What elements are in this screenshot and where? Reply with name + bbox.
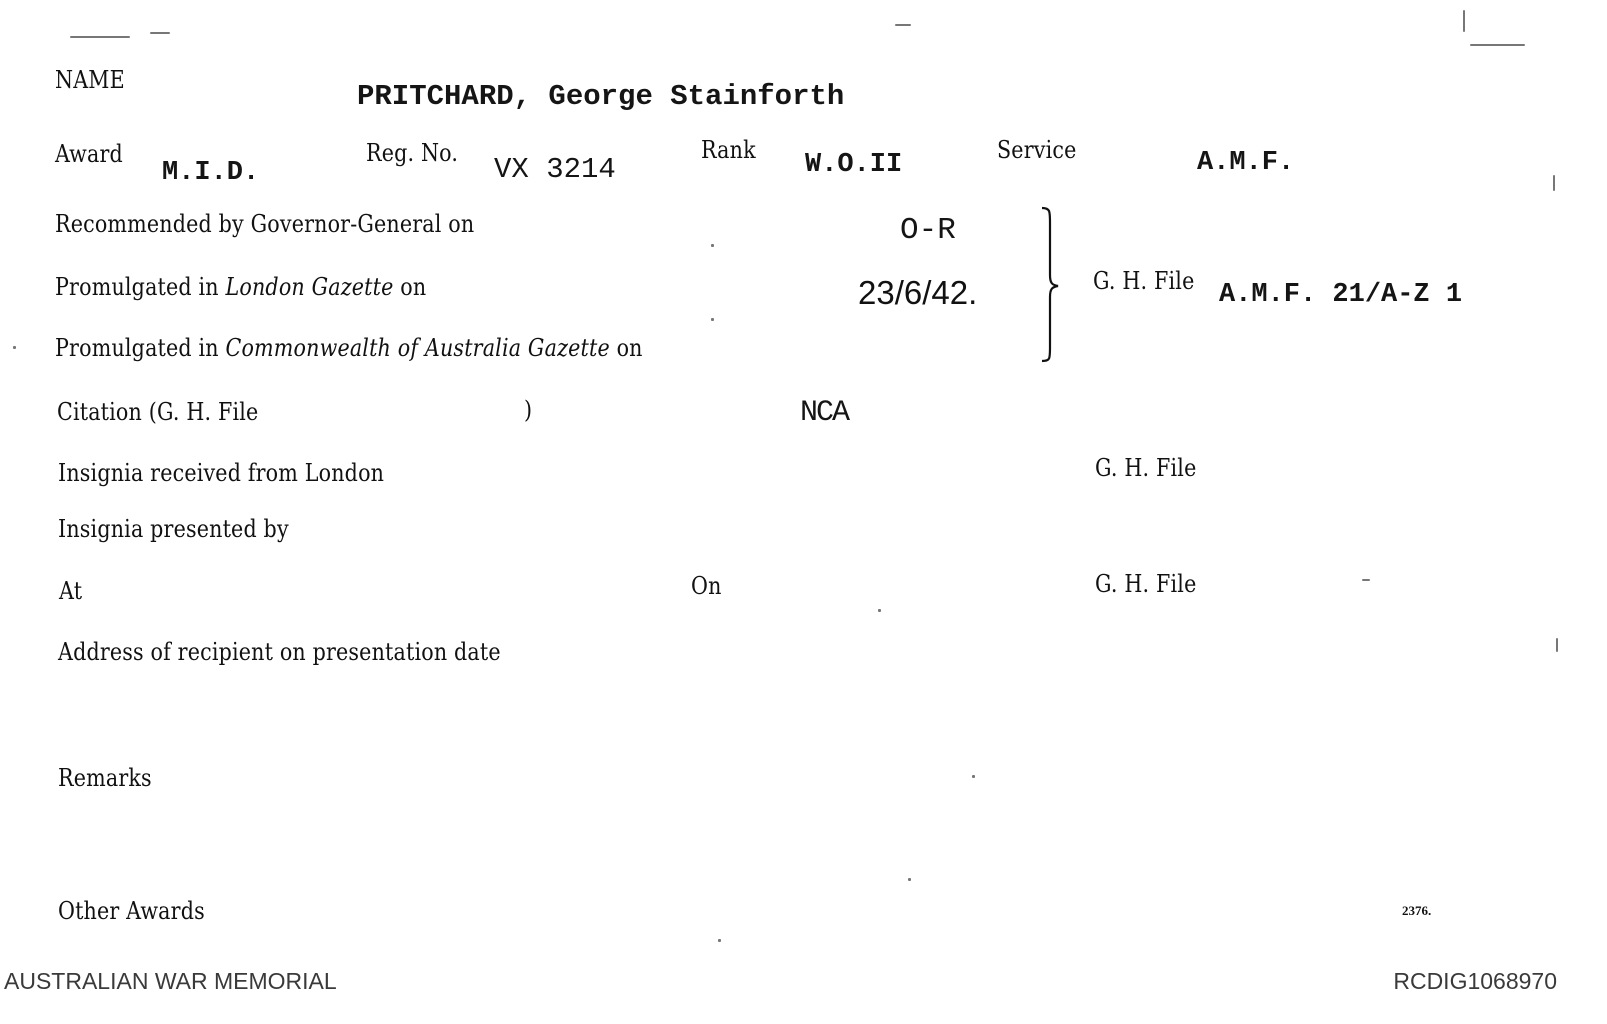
rank-label: Rank xyxy=(701,136,756,164)
scan-speck xyxy=(13,346,16,349)
award-value: M.I.D. xyxy=(162,158,260,188)
on-label: On xyxy=(691,572,722,600)
award-label: Award xyxy=(55,140,123,168)
recommended-value: O-R xyxy=(900,213,956,248)
london-gazette-date: 23/6/42. xyxy=(858,274,978,311)
at-label: At xyxy=(59,577,83,605)
commonwealth-gazette-label xyxy=(55,334,643,362)
scan-speck xyxy=(70,36,130,38)
scan-speck xyxy=(1470,44,1525,46)
citation-label: Citation (G. H. File xyxy=(57,398,259,426)
service-label: Service xyxy=(997,136,1077,164)
gh-file-label: G. H. File xyxy=(1093,267,1195,295)
scan-speck xyxy=(972,775,975,778)
name-label: NAME xyxy=(55,66,125,94)
image-id-label: RCDIG1068970 xyxy=(1393,968,1557,994)
scan-speck xyxy=(711,244,714,247)
scan-speck xyxy=(711,318,714,321)
rank-value: W.O.II xyxy=(805,150,903,180)
citation-value: NCA xyxy=(800,396,849,430)
london-gazette-label xyxy=(55,273,426,301)
scan-speck xyxy=(1463,10,1465,32)
london-italic: London Gazette xyxy=(225,273,394,301)
scan-speck xyxy=(150,32,170,34)
remarks-label: Remarks xyxy=(58,764,152,792)
london-suffix: on xyxy=(400,273,427,301)
scan-speck xyxy=(1556,638,1558,652)
insignia-gh-file-label: G. H. File xyxy=(1095,454,1197,482)
gh-file-value: A.M.F. 21/A-Z 1 xyxy=(1219,280,1463,310)
commonwealth-suffix: on xyxy=(616,334,643,362)
curly-brace-icon xyxy=(1038,205,1068,365)
regno-label: Reg. No. xyxy=(366,139,459,167)
regno-value: VX 3214 xyxy=(494,153,616,186)
insignia-received-label: Insignia received from London xyxy=(58,459,385,487)
scan-speck xyxy=(1362,579,1370,581)
recommended-label: Recommended by Governor-General on xyxy=(55,210,475,238)
address-label: Address of recipient on presentation date xyxy=(58,638,501,666)
at-gh-file-label: G. H. File xyxy=(1095,570,1197,598)
scan-speck xyxy=(718,939,721,942)
name-value: PRITCHARD, George Stainforth xyxy=(357,80,845,113)
scan-speck xyxy=(1553,175,1555,191)
other-awards-label: Other Awards xyxy=(58,897,205,925)
citation-close-paren: ) xyxy=(524,396,533,424)
institution-label: AUSTRALIAN WAR MEMORIAL xyxy=(4,968,337,994)
insignia-presented-label: Insignia presented by xyxy=(58,515,289,543)
commonwealth-italic: Commonwealth of Australia Gazette xyxy=(225,334,610,362)
service-value: A.M.F. xyxy=(1197,148,1295,178)
scan-speck xyxy=(895,24,911,26)
scan-speck xyxy=(908,878,911,881)
london-prefix: Promulgated in xyxy=(55,273,219,301)
commonwealth-prefix: Promulgated in xyxy=(55,334,219,362)
scan-speck xyxy=(878,609,881,612)
card-number: 2376. xyxy=(1402,903,1432,918)
